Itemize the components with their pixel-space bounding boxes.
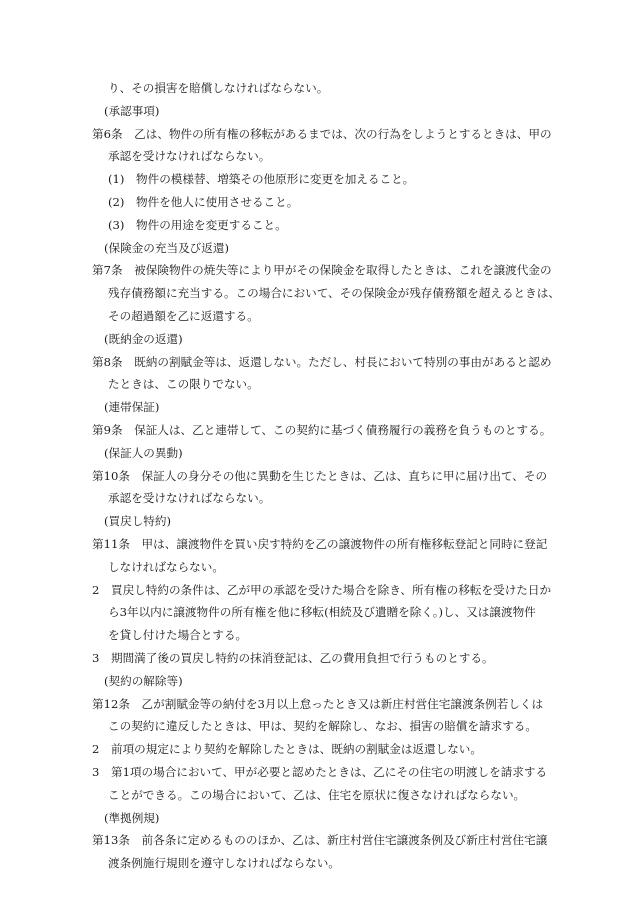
text-line: しなければならない。	[108, 560, 224, 574]
text-line: 承認を受けなければならない。	[108, 149, 271, 163]
text-line: ら3年以内に譲渡物件の所有権を他に移転(相続及び遺贈を除く。)し、又は譲渡物件	[108, 605, 536, 619]
text-line: 渡条例施行規則を遵守しなければならない。	[108, 856, 340, 870]
article-caption: (連帯保証)	[104, 400, 160, 414]
article-line: 第9条 保証人は、乙と連帯して、この契約に基づく債務履行の義務を負うものとする。	[92, 423, 552, 437]
paragraph-line: 2 買戻し特約の条件は、乙が甲の承認を受けた場合を除き、所有権の移転を受けた日か	[92, 583, 552, 597]
article-line: 第11条 甲は、譲渡物件を買い戻す特約を乙の譲渡物件の所有権移転登記と同時に登記	[92, 537, 548, 551]
article-caption: (契約の解除等)	[104, 674, 183, 688]
text-line: たときは、この限りでない。	[108, 377, 259, 391]
article-line: 第12条 乙が割賦金等の納付を3月以上怠ったとき又は新庄村営住宅譲渡条例若しくは	[92, 697, 544, 711]
article-line: 第7条 被保険物件の焼失等により甲がその保険金を取得したときは、これを譲渡代金の	[92, 263, 552, 277]
paragraph-line: 3 第1項の場合において、甲が必要と認めたときは、乙にその住宅の明渡しを請求する	[92, 765, 548, 779]
text-line: を貸し付けた場合とする。	[108, 628, 248, 642]
article-caption: (保険金の充当及び返還)	[104, 241, 229, 255]
article-caption: (既納金の返還)	[104, 332, 183, 346]
paragraph-line: 2 前項の規定により契約を解除したときは、既納の割賦金は返還しない。	[92, 742, 482, 756]
text-line: 残存債務額に充当する。この場合において、その保険金が残存債務額を超えるときは、	[108, 286, 560, 300]
text-line: り、その損害を賠償しなければならない。	[108, 81, 329, 95]
article-caption: (買戻し特約)	[104, 514, 172, 528]
text-line: 承認を受けなければならない。	[108, 491, 271, 505]
article-line: 第6条 乙は、物件の所有権の移転があるまでは、次の行為をしようとするときは、甲の	[92, 127, 552, 141]
article-line: 第8条 既納の割賦金等は、返還しない。ただし、村長において特別の事由があると認め	[92, 355, 552, 369]
paragraph-line: 3 期間満了後の買戻し特約の抹消登記は、乙の費用負担で行うものとする。	[92, 651, 494, 665]
text-line: この契約に違反したときは、甲は、契約を解除し、なお、損害の賠償を請求する。	[108, 719, 537, 733]
list-item: (2) 物件を他人に使用させること。	[108, 195, 299, 209]
article-line: 第10条 保証人の身分その他に異動を生じたときは、乙は、直ちに甲に届け出て、その	[92, 469, 548, 483]
text-line: その超過額を乙に返還する。	[108, 309, 259, 323]
article-caption: (準拠例規)	[104, 811, 160, 825]
article-caption: (承認事項)	[104, 104, 160, 118]
list-item: (1) 物件の模様替、増築その他原形に変更を加えること。	[108, 172, 415, 186]
article-caption: (保証人の異動)	[104, 446, 183, 460]
text-line: ことができる。この場合において、乙は、住宅を原状に復さなければならない。	[108, 788, 526, 802]
article-line: 第13条 前各条に定めるもののほか、乙は、新庄村営住宅譲渡条例及び新庄村営住宅譲	[92, 833, 548, 847]
list-item: (3) 物件の用途を変更すること。	[108, 218, 287, 232]
